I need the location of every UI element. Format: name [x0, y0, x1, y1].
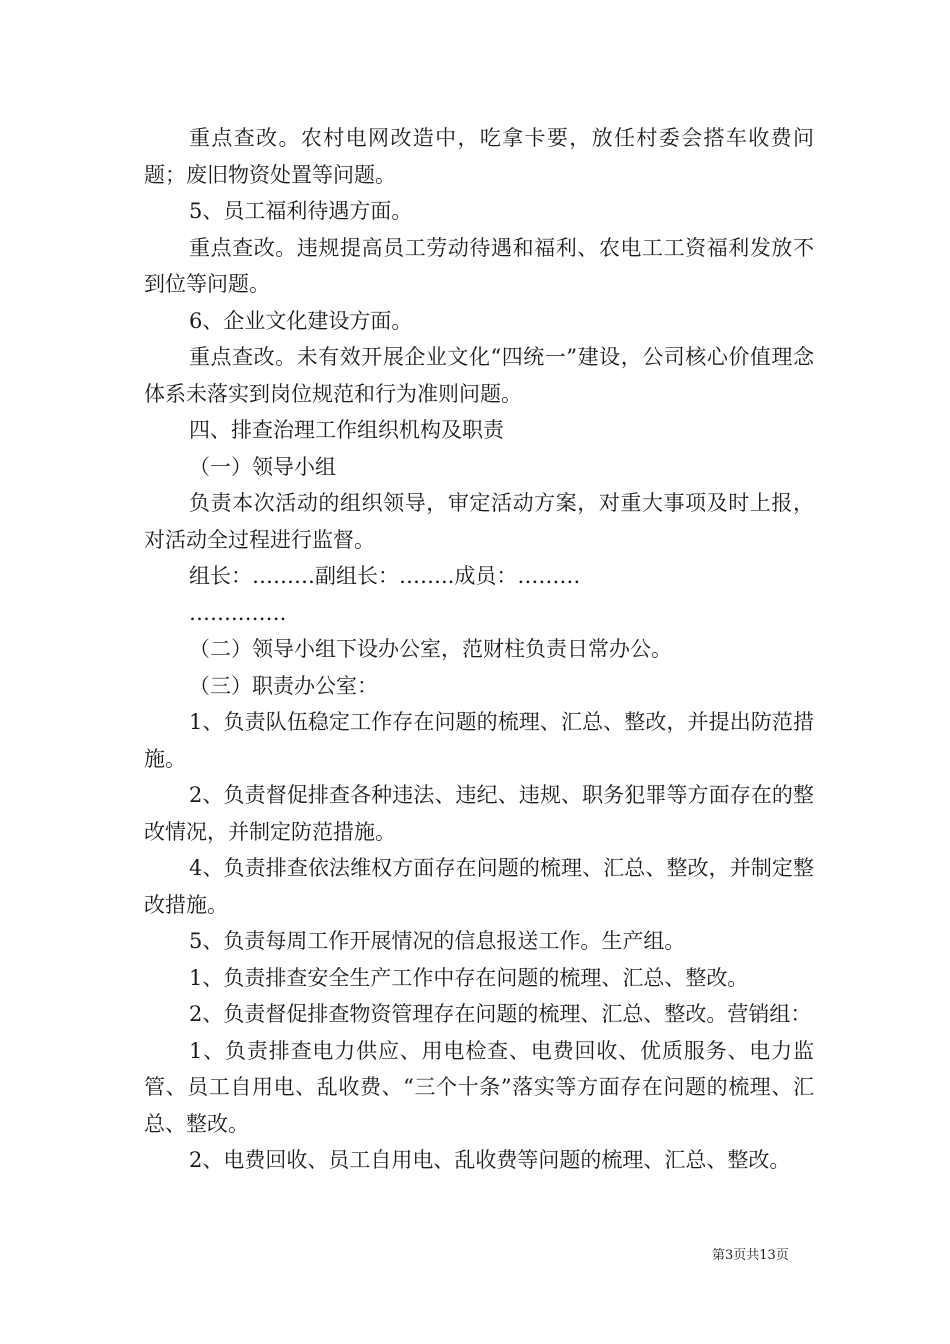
paragraph-13: 1、负责队伍稳定工作存在问题的梳理、汇总、整改，并提出防范措施。	[144, 710, 814, 771]
members-line: 组长：………副组长：……..成员：………	[189, 564, 581, 588]
page-number-footer: 第3页共13页	[712, 1248, 789, 1263]
paragraph-20: 2、电费回收、员工自用电、乱收费等问题的梳理、汇总、整改。	[189, 1148, 791, 1172]
document-body	[144, 120, 814, 1179]
subsection-heading-3: （三）职责办公室：	[189, 673, 378, 698]
paragraph-18: 2、负责督促排查物资管理存在问题的梳理、汇总、整改。营销组：	[189, 1002, 812, 1026]
paragraph-19: 1、负责排查电力供应、用电检查、电费回收、优质服务、电力监管、员工自用电、乱收费、“三个十条”落实等方面存在问题的梳理、汇总、整改。	[144, 1038, 814, 1136]
paragraph-8: 负责本次活动的组织领导，审定活动方案，对重大事项及时上报，对活动全过程进行监督。	[144, 491, 814, 552]
paragraph-2: 5、员工福利待遇方面。	[189, 199, 413, 223]
section-heading-4: 四、排查治理工作组织机构及职责	[189, 418, 504, 442]
paragraph-3: 重点查改。违规提高员工劳动待遇和福利、农电工工资福利发放不到位等问题。	[144, 235, 814, 296]
paragraph-17: 1、负责排查安全生产工作中存在问题的梳理、汇总、整改。	[189, 965, 749, 990]
paragraph-5: 重点查改。未有效开展企业文化“四统一”建设，公司核心价值理念体系未落实到岗位规范和行为准则问题。	[144, 345, 814, 406]
paragraph-16: 5、负责每周工作开展情况的信息报送工作。生产组。	[189, 929, 686, 953]
paragraph-15: 4、负责排查依法维权方面存在问题的梳理、汇总、整改，并制定整改措施。	[144, 856, 814, 917]
paragraph-1: 重点查改。农村电网改造中，吃拿卡要，放任村委会搭车收费问题；废旧物资处置等问题。	[144, 126, 814, 187]
subsection-heading-1: （一）领导小组	[189, 454, 336, 479]
subsection-heading-2: （二）领导小组下设办公室，范财柱负责日常办公。	[189, 637, 672, 661]
paragraph-4: 6、企业文化建设方面。	[189, 308, 413, 333]
paragraph-14: 2、负责督促排查各种违法、违纪、违规、职务犯罪等方面存在的整改情况，并制定防范措施。	[144, 783, 814, 844]
members-line-cont: …….…….	[189, 600, 287, 625]
